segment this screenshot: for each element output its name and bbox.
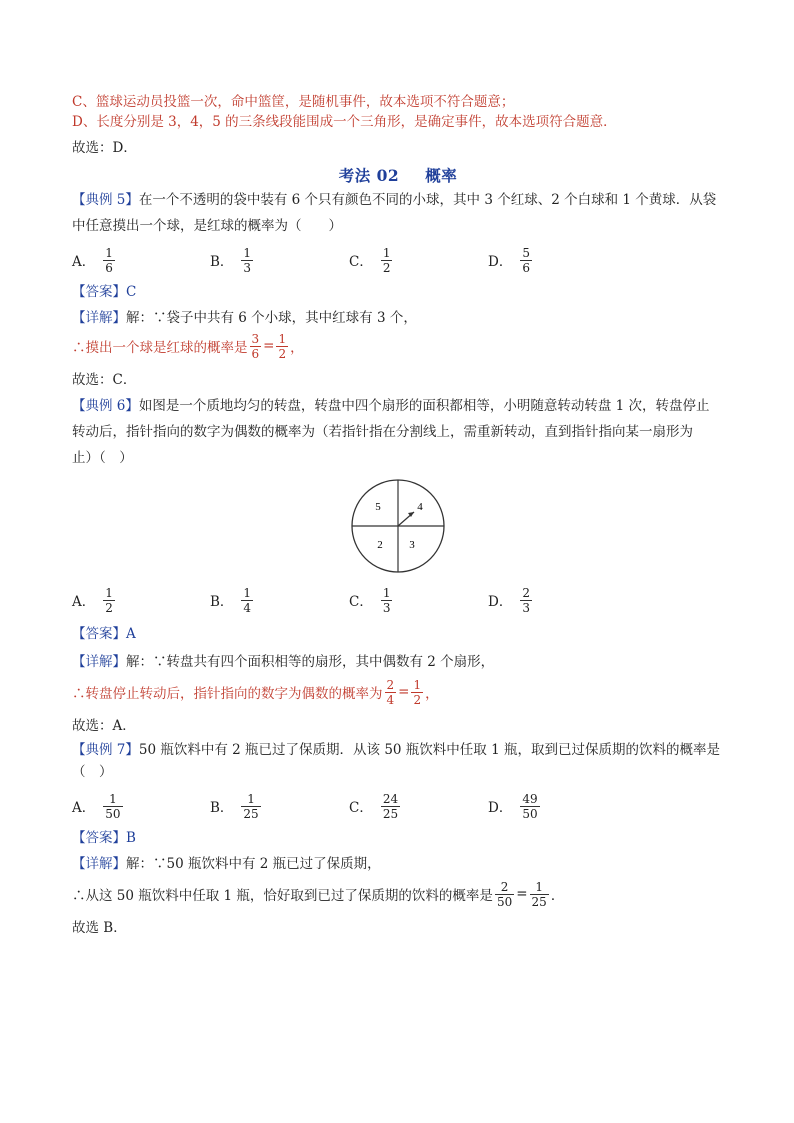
example-6-choose: 故选：A． [72,718,136,734]
option-c-explanation: C、篮球运动员投篮一次，命中篮筐，是随机事件，故本选项不符合题意； [72,94,515,110]
option-d: D． $\frac{2}{3}$ [488,585,530,615]
example-7-choose: 故选 B． [72,920,127,936]
section-heading [72,164,724,186]
example-6-options [72,580,724,620]
example-5-answer: 【答案】C [72,284,137,300]
option-c: C． $\frac{1}{3}$ [349,585,391,615]
top-choose-line: 故选：D． [72,140,137,156]
example-5-line-2: 中任意摸出一个球，是红球的概率为（ ） [72,218,342,234]
example-5-line-1: 【典例 5】在一个不透明的袋中装有 6 个只有颜色不同的小球，其中 3 个红球、2 个白球和 1 个黄球．从袋 [72,192,717,208]
example-7 [72,740,724,938]
option-d: D． $\frac{5}{6}$ [488,245,530,275]
example-6-line-3: 止）（ ） [72,450,133,466]
example-6 [72,396,724,736]
spinner-figure [72,476,724,576]
section-title: 概率 [425,166,458,185]
example-7-line-2: （ ） [72,764,113,780]
example-5-choose: 故选：C． [72,372,137,388]
sector-label-top-right: 4 [417,501,423,513]
option-d-explanation: D、长度分别是 3，4，5 的三条线段能围成一个三角形，是确定事件，故本选项符合题意． [72,114,617,130]
option-a: A． $\frac{1}{50}$ [72,791,121,821]
example-7-calculation: ∴从这 50 瓶饮料中任取 1 瓶，恰好取到已过了保质期的饮料的概率是 $\frac{2}{50}$ = $\frac{1}{25}$ ． [72,879,565,909]
option-b: B． $\frac{1}{25}$ [210,791,259,821]
document-page [72,92,724,938]
example-5 [72,190,724,390]
example-7-options [72,786,724,826]
example-5-detail: 【详解】解：∵袋子中共有 6 个小球，其中红球有 3 个， [72,310,417,326]
option-a: A． $\frac{1}{2}$ [72,585,113,615]
example-7-line-1: 【典例 7】50 瓶饮料中有 2 瓶已过了保质期．从该 50 瓶饮料中任取 1 瓶，取到已过保质期的饮料的概率是 [72,742,720,758]
option-d: D． $\frac{49}{50}$ [488,791,538,821]
example-6-calculation: ∴转盘停止转动后，指针指向的数字为偶数的概率为 $\frac{2}{4}$ = $\frac{1}{2}$ ， [72,677,439,707]
option-b: B． $\frac{1}{4}$ [210,585,252,615]
example-7-tag: 【典例 7】 [72,742,139,758]
example-6-tag: 【典例 6】 [72,398,139,414]
sector-label-top-left: 5 [375,501,381,513]
example-7-answer: 【答案】B [72,830,136,846]
example-5-tag: 【典例 5】 [72,192,139,208]
section-code: 考法 02 [338,166,400,185]
example-6-detail: 【详解】解：∵转盘共有四个面积相等的扇形，其中偶数有 2 个扇形， [72,654,495,670]
spinner-wheel [348,476,448,576]
example-6-answer: 【答案】A [72,626,136,642]
sector-label-bottom-right: 3 [409,539,415,551]
example-6-line-2: 转动后，指针指向的数字为偶数的概率为（若指针指在分割线上，需重新转动，直到指针指向某一扇形为 [72,424,693,440]
option-a: A． $\frac{1}{6}$ [72,245,113,275]
example-5-calculation: ∴摸出一个球是红球的概率是 $\frac{3}{6}$ = $\frac{1}{2}$ ， [72,331,304,361]
option-c: C． $\frac{24}{25}$ [349,791,399,821]
sector-label-bottom-left: 2 [377,539,383,551]
example-7-detail: 【详解】解：∵50 瓶饮料中有 2 瓶已过了保质期， [72,856,381,872]
example-5-options [72,240,724,280]
example-6-line-1: 【典例 6】如图是一个质地均匀的转盘，转盘中四个扇形的面积都相等，小明随意转动转盘 1 次，转盘停止 [72,398,710,414]
option-c: C． $\frac{1}{2}$ [349,245,391,275]
option-b: B． $\frac{1}{3}$ [210,245,252,275]
